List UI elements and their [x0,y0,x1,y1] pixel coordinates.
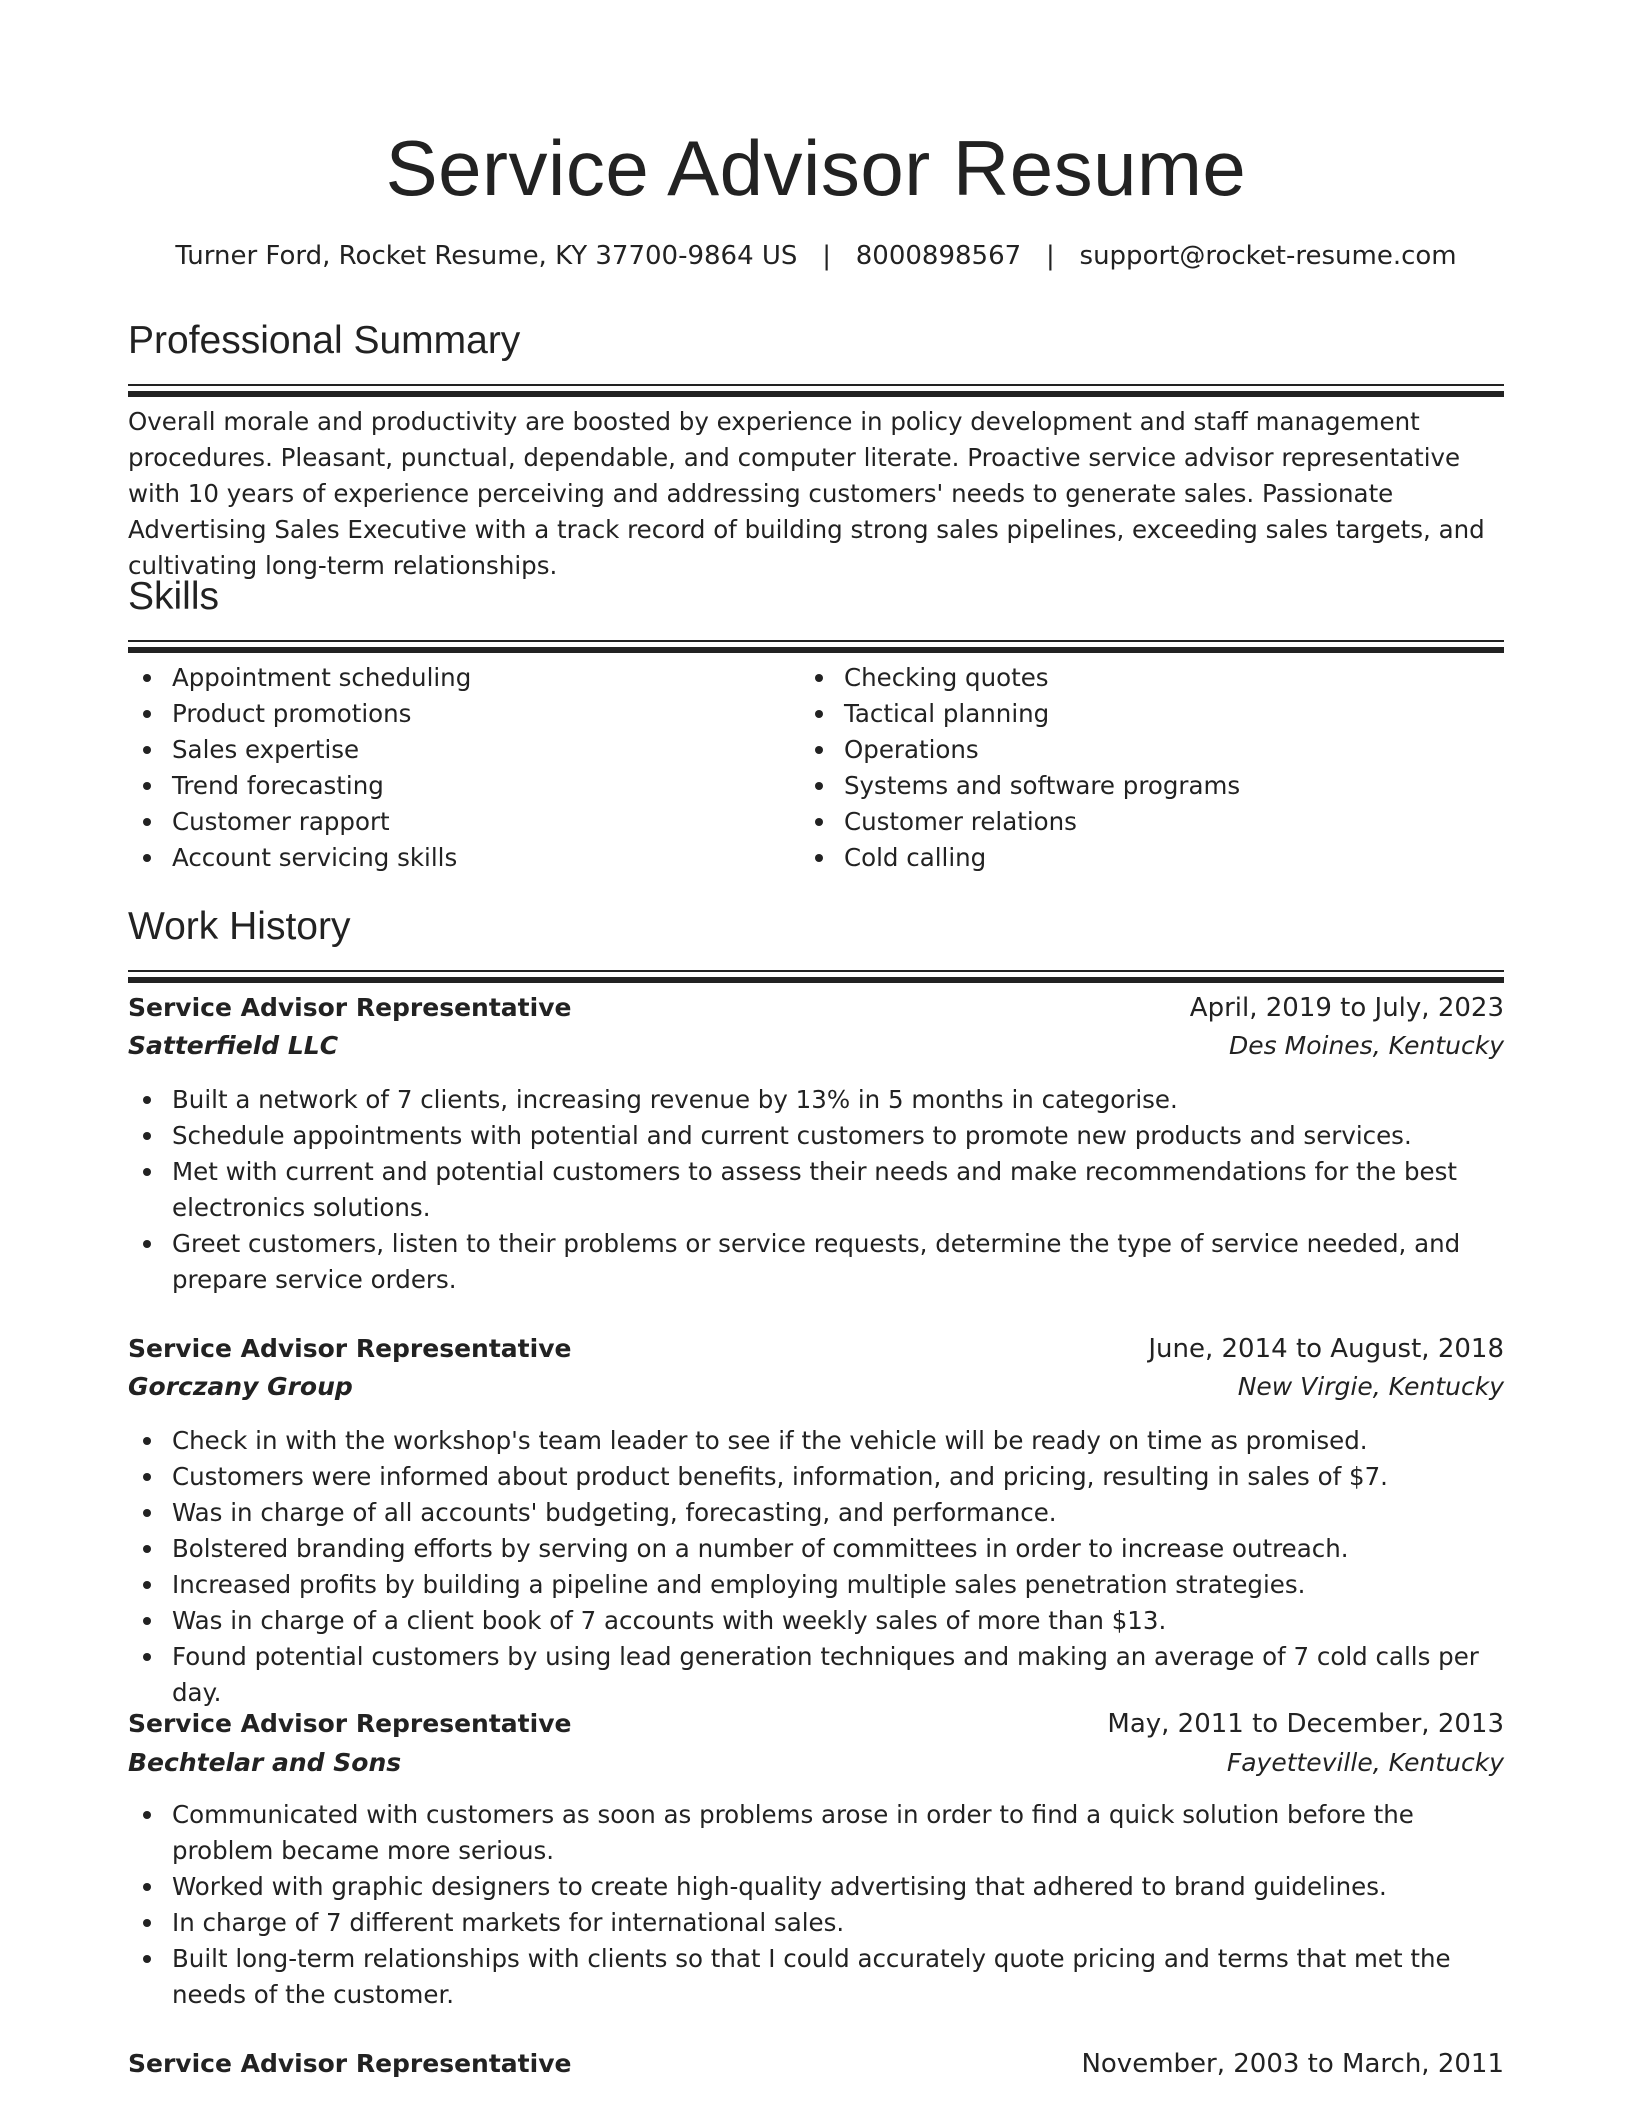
job-dates: May, 2011 to December, 2013 [1107,1709,1504,1739]
section-divider-thick [128,647,1504,653]
section-divider-thin [128,970,1504,972]
job-title: Service Advisor Representative [128,1334,572,1363]
section-divider-thick [128,391,1504,397]
job-location: New Virgie, Kentucky [1237,1372,1504,1401]
job-header-row [128,2045,1504,2083]
job-company: Satterfield LLC [128,1031,339,1060]
section-divider-thin [128,640,1504,642]
duty-item: Greet customers, listen to their problems or service requests, determine the type of service needed, and prepare service orders. [128,1226,1504,1298]
summary-text: Overall morale and productivity are boosted by experience in policy development and staff management procedures. Pleasant, punctual, dependable, and computer literate. Proactive service advisor representative with 10 years of experience perceiving and addressing customers' needs to generate sales. Passionate Advertising Sales Executive with a track record of building strong sales pipelines, exceeding sales targets, and cultivating long-term relationships. [128,407,1485,580]
skills-list-right [800,660,1460,876]
duty-item: Bolstered branding efforts by serving on a number of committees in order to increase outreach. [128,1531,1504,1567]
job-title: Service Advisor Representative [128,1709,572,1738]
job-duties-list [128,1797,1504,2013]
job-company-row [128,1027,1504,1065]
skill-item: Cold calling [800,840,1460,876]
work-section-header [128,902,1504,952]
job-header-row [128,1705,1504,1743]
summary-section-header [128,316,1504,366]
duty-item: Built long-term relationships with clients so that I could accurately quote pricing and terms that met the needs of the customer. [128,1941,1504,2013]
duty-item: Found potential customers by using lead generation techniques and making an average of 7 cold calls per day. [128,1639,1504,1711]
skill-item: Checking quotes [800,660,1460,696]
job-company: Gorczany Group [128,1372,353,1401]
duty-item: Schedule appointments with potential and current customers to promote new products and services. [128,1118,1504,1154]
work-heading: Work History [128,905,351,948]
job-dates: April, 2019 to July, 2023 [1189,993,1504,1023]
duty-item: Worked with graphic designers to create high-quality advertising that adhered to brand guidelines. [128,1869,1504,1905]
job-dates: June, 2014 to August, 2018 [1148,1334,1504,1364]
skill-item: Sales expertise [128,732,788,768]
skills-list-left [128,660,788,876]
job-company: Bechtelar and Sons [128,1748,402,1777]
job-location: Fayetteville, Kentucky [1226,1748,1504,1777]
resume-title: Service Advisor Resume [385,124,1247,212]
job-duties-list [128,1082,1504,1298]
duty-item: Met with current and potential customers to assess their needs and make recommendations for the best electronics solutions. [128,1154,1504,1226]
duty-item: Built a network of 7 clients, increasing revenue by 13% in 5 months in categorise. [128,1082,1504,1118]
job-title: Service Advisor Representative [128,2049,572,2078]
duty-item: Was in charge of a client book of 7 accounts with weekly sales of more than $13. [128,1603,1504,1639]
skill-item: Operations [800,732,1460,768]
duty-item: In charge of 7 different markets for international sales. [128,1905,1504,1941]
summary-heading: Professional Summary [128,319,521,362]
skill-item: Trend forecasting [128,768,788,804]
skills-heading: Skills [128,575,220,618]
job-location: Des Moines, Kentucky [1229,1031,1504,1060]
job-company-row [128,1368,1504,1406]
section-divider-thin [128,384,1504,386]
section-divider-thick [128,977,1504,983]
skill-item: Systems and software programs [800,768,1460,804]
job-dates: November, 2003 to March, 2011 [1081,2049,1504,2079]
duty-item: Increased profits by building a pipeline and employing multiple sales penetration strategies. [128,1567,1504,1603]
skills-section-header [128,572,1504,622]
skill-item: Account servicing skills [128,840,788,876]
skill-item: Customer relations [800,804,1460,840]
job-company-row [128,1744,1504,1782]
skill-item: Appointment scheduling [128,660,788,696]
job-duties-list [128,1423,1504,1711]
duty-item: Check in with the workshop's team leader to see if the vehicle will be ready on time as promised. [128,1423,1504,1459]
job-header-row [128,1330,1504,1368]
contact-line: Turner Ford, Rocket Resume, KY 37700-9864 US | 8000898567 | support@rocket-resume.com [175,241,1457,271]
skill-item: Customer rapport [128,804,788,840]
duty-item: Communicated with customers as soon as problems arose in order to find a quick solution before the problem became more serious. [128,1797,1504,1869]
job-title: Service Advisor Representative [128,993,572,1022]
duty-item: Was in charge of all accounts' budgeting, forecasting, and performance. [128,1495,1504,1531]
skill-item: Tactical planning [800,696,1460,732]
job-header-row [128,989,1504,1027]
duty-item: Customers were informed about product benefits, information, and pricing, resulting in sales of $7. [128,1459,1504,1495]
skill-item: Product promotions [128,696,788,732]
